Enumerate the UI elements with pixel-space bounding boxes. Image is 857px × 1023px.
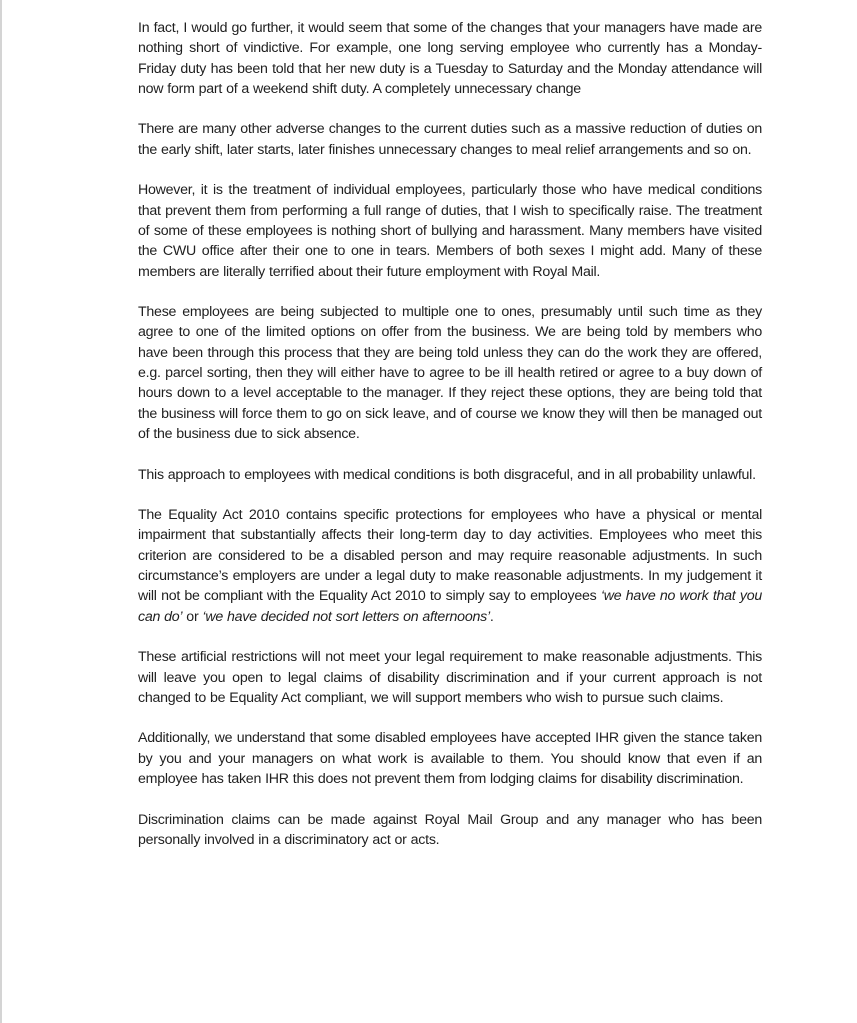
- paragraph-artificial-restrictions: These artificial restrictions will not meet your legal requirement to make reasonable adjustments. This will leave you open to legal claims of disability discrimination and if your current approach is not changed to be Equality Act compliant, we will support members who wish to pursue such claims.: [138, 649, 762, 706]
- equality-act-text-middle: or: [182, 608, 203, 625]
- equality-act-quote-no-work: ‘we have no work that you can do’: [138, 588, 762, 625]
- paragraph-vindictive-changes: In fact, I would go further, it would seem that some of the changes that your managers have made are nothing short of vindictive. For example, one long serving employee who currently has a Monday-Friday duty has been told that her new duty is a Tuesday to Saturday and the Monday attendance will now form part of a weekend shift duty. A completely unnecessary change: [138, 20, 762, 97]
- paragraph-equality-act: [138, 505, 762, 627]
- letter-body: [138, 18, 762, 870]
- equality-act-quote-no-sorting: ‘we have decided not sort letters on afternoons’: [202, 608, 490, 625]
- page-left-edge: [0, 0, 2, 1023]
- paragraph-unlawful-approach: This approach to employees with medical conditions is both disgraceful, and in all probability unlawful.: [138, 466, 756, 483]
- paragraph-one-to-ones: These employees are being subjected to multiple one to ones, presumably until such time as they agree to one of the limited options on offer from the business. We are being told by members who have been through this process that they are being told unless they can do the work they are offered, e.g. parcel sorting, then they will either have to agree to be ill health retired or agree to a buy down of hours down to a level acceptable to the manager. If they reject these options, they are being told that the business will force them to go on sick leave, and of course we know they will then be managed out of the business due to sick absence.: [138, 304, 762, 442]
- paragraph-discrimination-claims: Discrimination claims can be made against Royal Mail Group and any manager who has been personally involved in a discriminatory act or acts.: [138, 811, 762, 848]
- paragraph-treatment-of-employees: However, it is the treatment of individual employees, particularly those who have medical conditions that prevent them from performing a full range of duties, that I wish to specifically raise. The treatment of some of these employees is nothing short of bullying and harassment. Many members have visited the CWU office after their one to one in tears. Members of both sexes I might add. Many of these members are literally terrified about their future employment with Royal Mail.: [138, 182, 762, 280]
- equality-act-text-before: The Equality Act 2010 contains specific protections for employees who have a physical or mental impairment that substantially affects their long-term day to day activities. Employees who meet this criterion are considered to be a disabled person and may require reasonable adjustments. In such circumstance’s employers are under a legal duty to make reasonable adjustments. In my judgement it will not be compliant with the Equality Act 2010 to simply say to employees: [138, 507, 762, 605]
- paragraph-ihr-claims: Additionally, we understand that some disabled employees have accepted IHR given the stance taken by you and your managers on what work is available to them. You should know that even if an employee has taken IHR this does not prevent them from lodging claims for disability discrimination.: [138, 730, 762, 787]
- paragraph-adverse-changes: There are many other adverse changes to the current duties such as a massive reduction of duties on the early shift, later starts, later finishes unnecessary changes to meal relief arrangements and so on.: [138, 121, 762, 158]
- equality-act-text-after: .: [489, 608, 494, 625]
